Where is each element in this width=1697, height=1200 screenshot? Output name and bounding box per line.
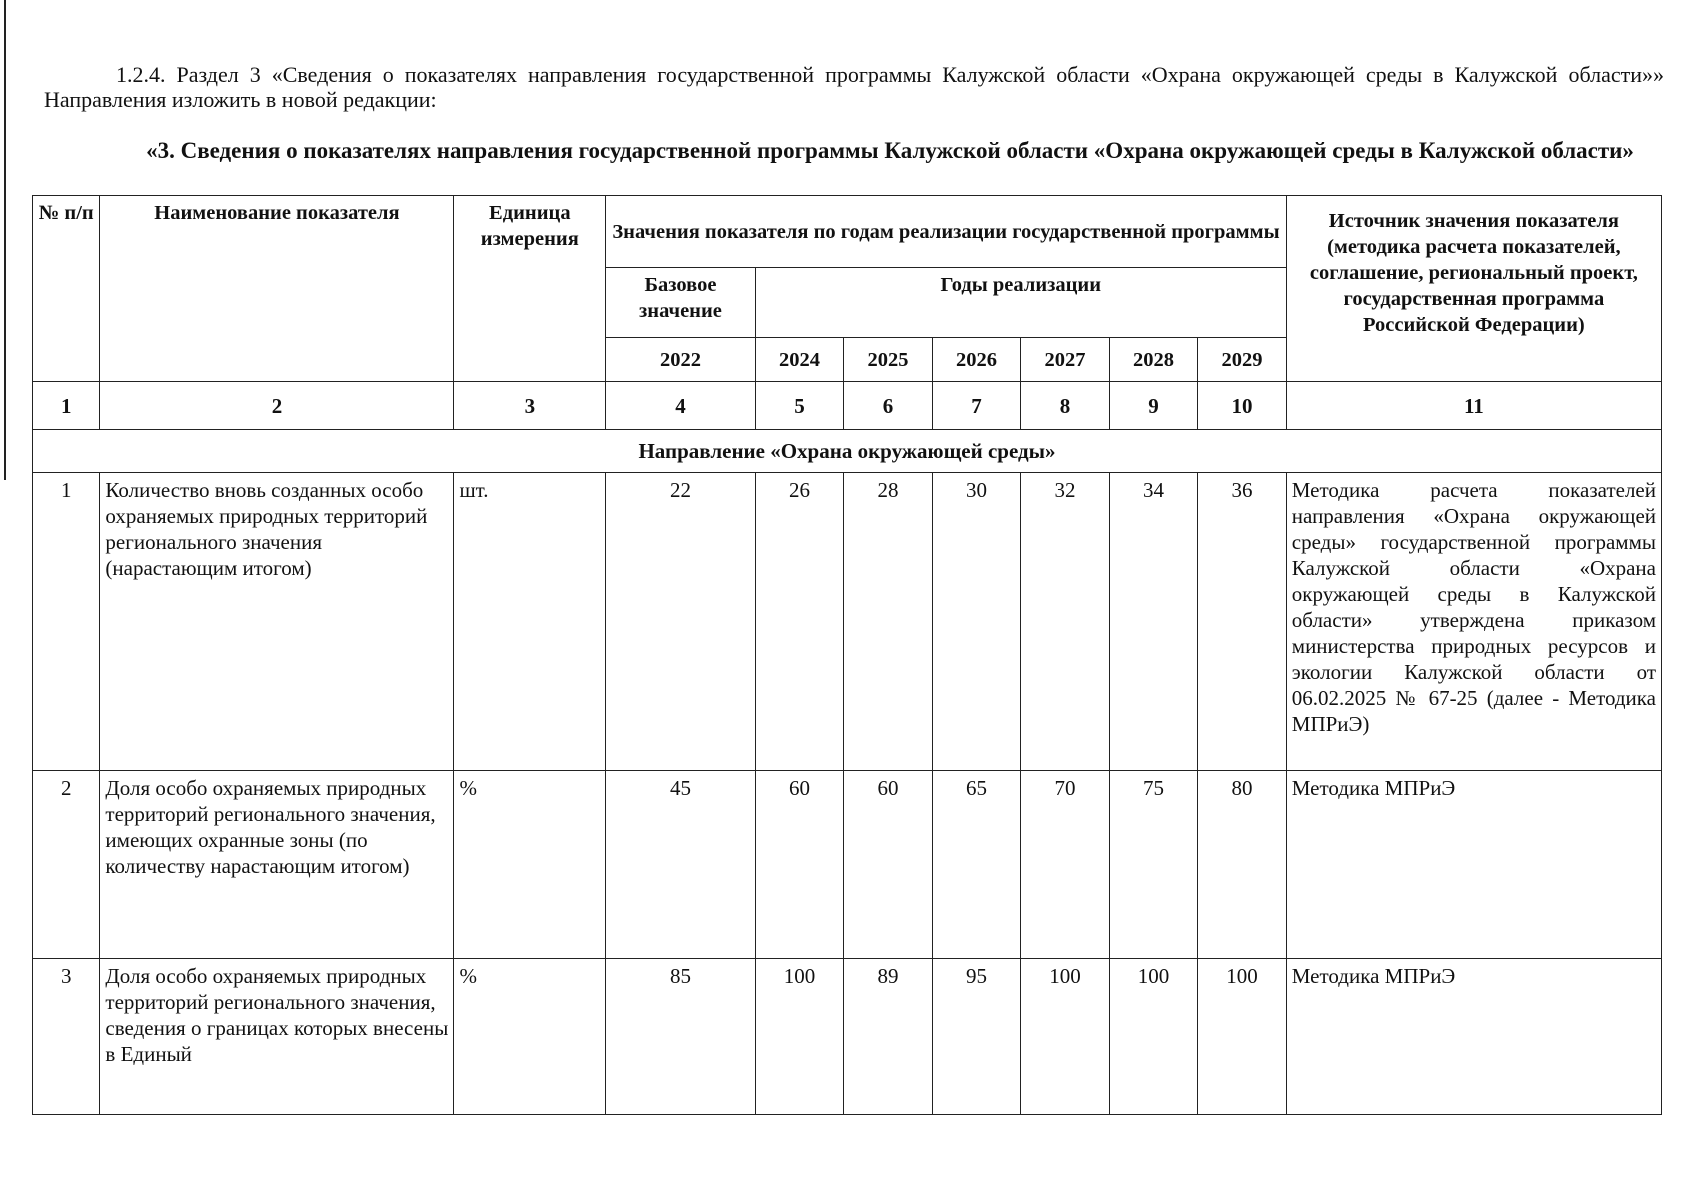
value-cell: 65 [932, 771, 1021, 959]
value-cell: 45 [606, 771, 756, 959]
indicators-table [32, 195, 1662, 1115]
header-years-group: Годы реализации [755, 268, 1286, 338]
indicator-name: Доля особо охраняемых природных территорий регионального значения, сведения о границах которых внесены в Единый [100, 959, 454, 1115]
indicator-unit: % [454, 959, 606, 1115]
value-cell: 95 [932, 959, 1021, 1115]
column-number: 9 [1109, 382, 1198, 430]
value-cell: 89 [844, 959, 933, 1115]
column-number: 8 [1021, 382, 1110, 430]
row-number: 3 [33, 959, 100, 1115]
value-cell: 100 [1198, 959, 1287, 1115]
indicator-source: Методика МПРиЭ [1286, 771, 1661, 959]
year-label: 2024 [755, 338, 844, 382]
year-label: 2029 [1198, 338, 1287, 382]
value-cell: 60 [755, 771, 844, 959]
value-cell: 85 [606, 959, 756, 1115]
section-title: Направление «Охрана окружающей среды» [33, 430, 1662, 473]
indicator-unit: % [454, 771, 606, 959]
column-number: 11 [1286, 382, 1661, 430]
value-cell: 60 [844, 771, 933, 959]
indicator-unit: шт. [454, 473, 606, 771]
column-number: 5 [755, 382, 844, 430]
header-name: Наименование показателя [100, 196, 454, 382]
header-unit: Единица измерения [454, 196, 606, 382]
header-row-1 [33, 196, 1662, 268]
header-num: № п/п [33, 196, 100, 382]
column-number-row [33, 382, 1662, 430]
column-number: 7 [932, 382, 1021, 430]
indicator-source: Методика МПРиЭ [1286, 959, 1661, 1115]
value-cell: 32 [1021, 473, 1110, 771]
year-label: 2027 [1021, 338, 1110, 382]
column-number: 2 [100, 382, 454, 430]
page-margin-line [4, 0, 6, 480]
header-source: Источник значения показателя (методика расчета показателей, соглашение, региональный проект, государственная программа Российской Федерации) [1286, 196, 1661, 382]
value-cell: 75 [1109, 771, 1198, 959]
value-cell: 100 [1109, 959, 1198, 1115]
value-cell: 100 [1021, 959, 1110, 1115]
table-row [33, 959, 1662, 1115]
column-number: 10 [1198, 382, 1287, 430]
column-number: 3 [454, 382, 606, 430]
value-cell: 30 [932, 473, 1021, 771]
indicator-name: Доля особо охраняемых природных территорий регионального значения, имеющих охранные зоны (по количеству нарастающим итогом) [100, 771, 454, 959]
table-row [33, 473, 1662, 771]
column-number: 4 [606, 382, 756, 430]
header-base: Базовое значение [606, 268, 756, 338]
indicator-source: Методика расчета показателей направления «Охрана окружающей среды» государственной программы Калужской области «Охрана окружающей среды в Калужской области» утверждена приказом министерства природных ресурсов и экологии Калужской области от 06.02.2025 № 67-25 (далее - Методика МПРиЭ) [1286, 473, 1661, 771]
indicator-name: Количество вновь созданных особо охраняемых природных территорий регионального значения (нарастающим итогом) [100, 473, 454, 771]
year-label: 2022 [606, 338, 756, 382]
header-values-group: Значения показателя по годам реализации государственной программы [606, 196, 1287, 268]
year-label: 2025 [844, 338, 933, 382]
value-cell: 80 [1198, 771, 1287, 959]
column-number: 1 [33, 382, 100, 430]
value-cell: 36 [1198, 473, 1287, 771]
value-cell: 22 [606, 473, 756, 771]
year-label: 2028 [1109, 338, 1198, 382]
row-number: 2 [33, 771, 100, 959]
column-number: 6 [844, 382, 933, 430]
section-heading: «3. Сведения о показателях направления государственной программы Калужской области «Охрана окружающей среды в Калужской области» [146, 138, 1634, 163]
year-label: 2026 [932, 338, 1021, 382]
row-number: 1 [33, 473, 100, 771]
value-cell: 70 [1021, 771, 1110, 959]
value-cell: 28 [844, 473, 933, 771]
value-cell: 34 [1109, 473, 1198, 771]
intro-paragraph: 1.2.4. Раздел 3 «Сведения о показателях направления государственной программы Калужской области «Охрана окружающей среды в Калужской области»» Направления изложить в новой редакции: [44, 62, 1664, 112]
value-cell: 26 [755, 473, 844, 771]
section-row [33, 430, 1662, 473]
table-row [33, 771, 1662, 959]
value-cell: 100 [755, 959, 844, 1115]
